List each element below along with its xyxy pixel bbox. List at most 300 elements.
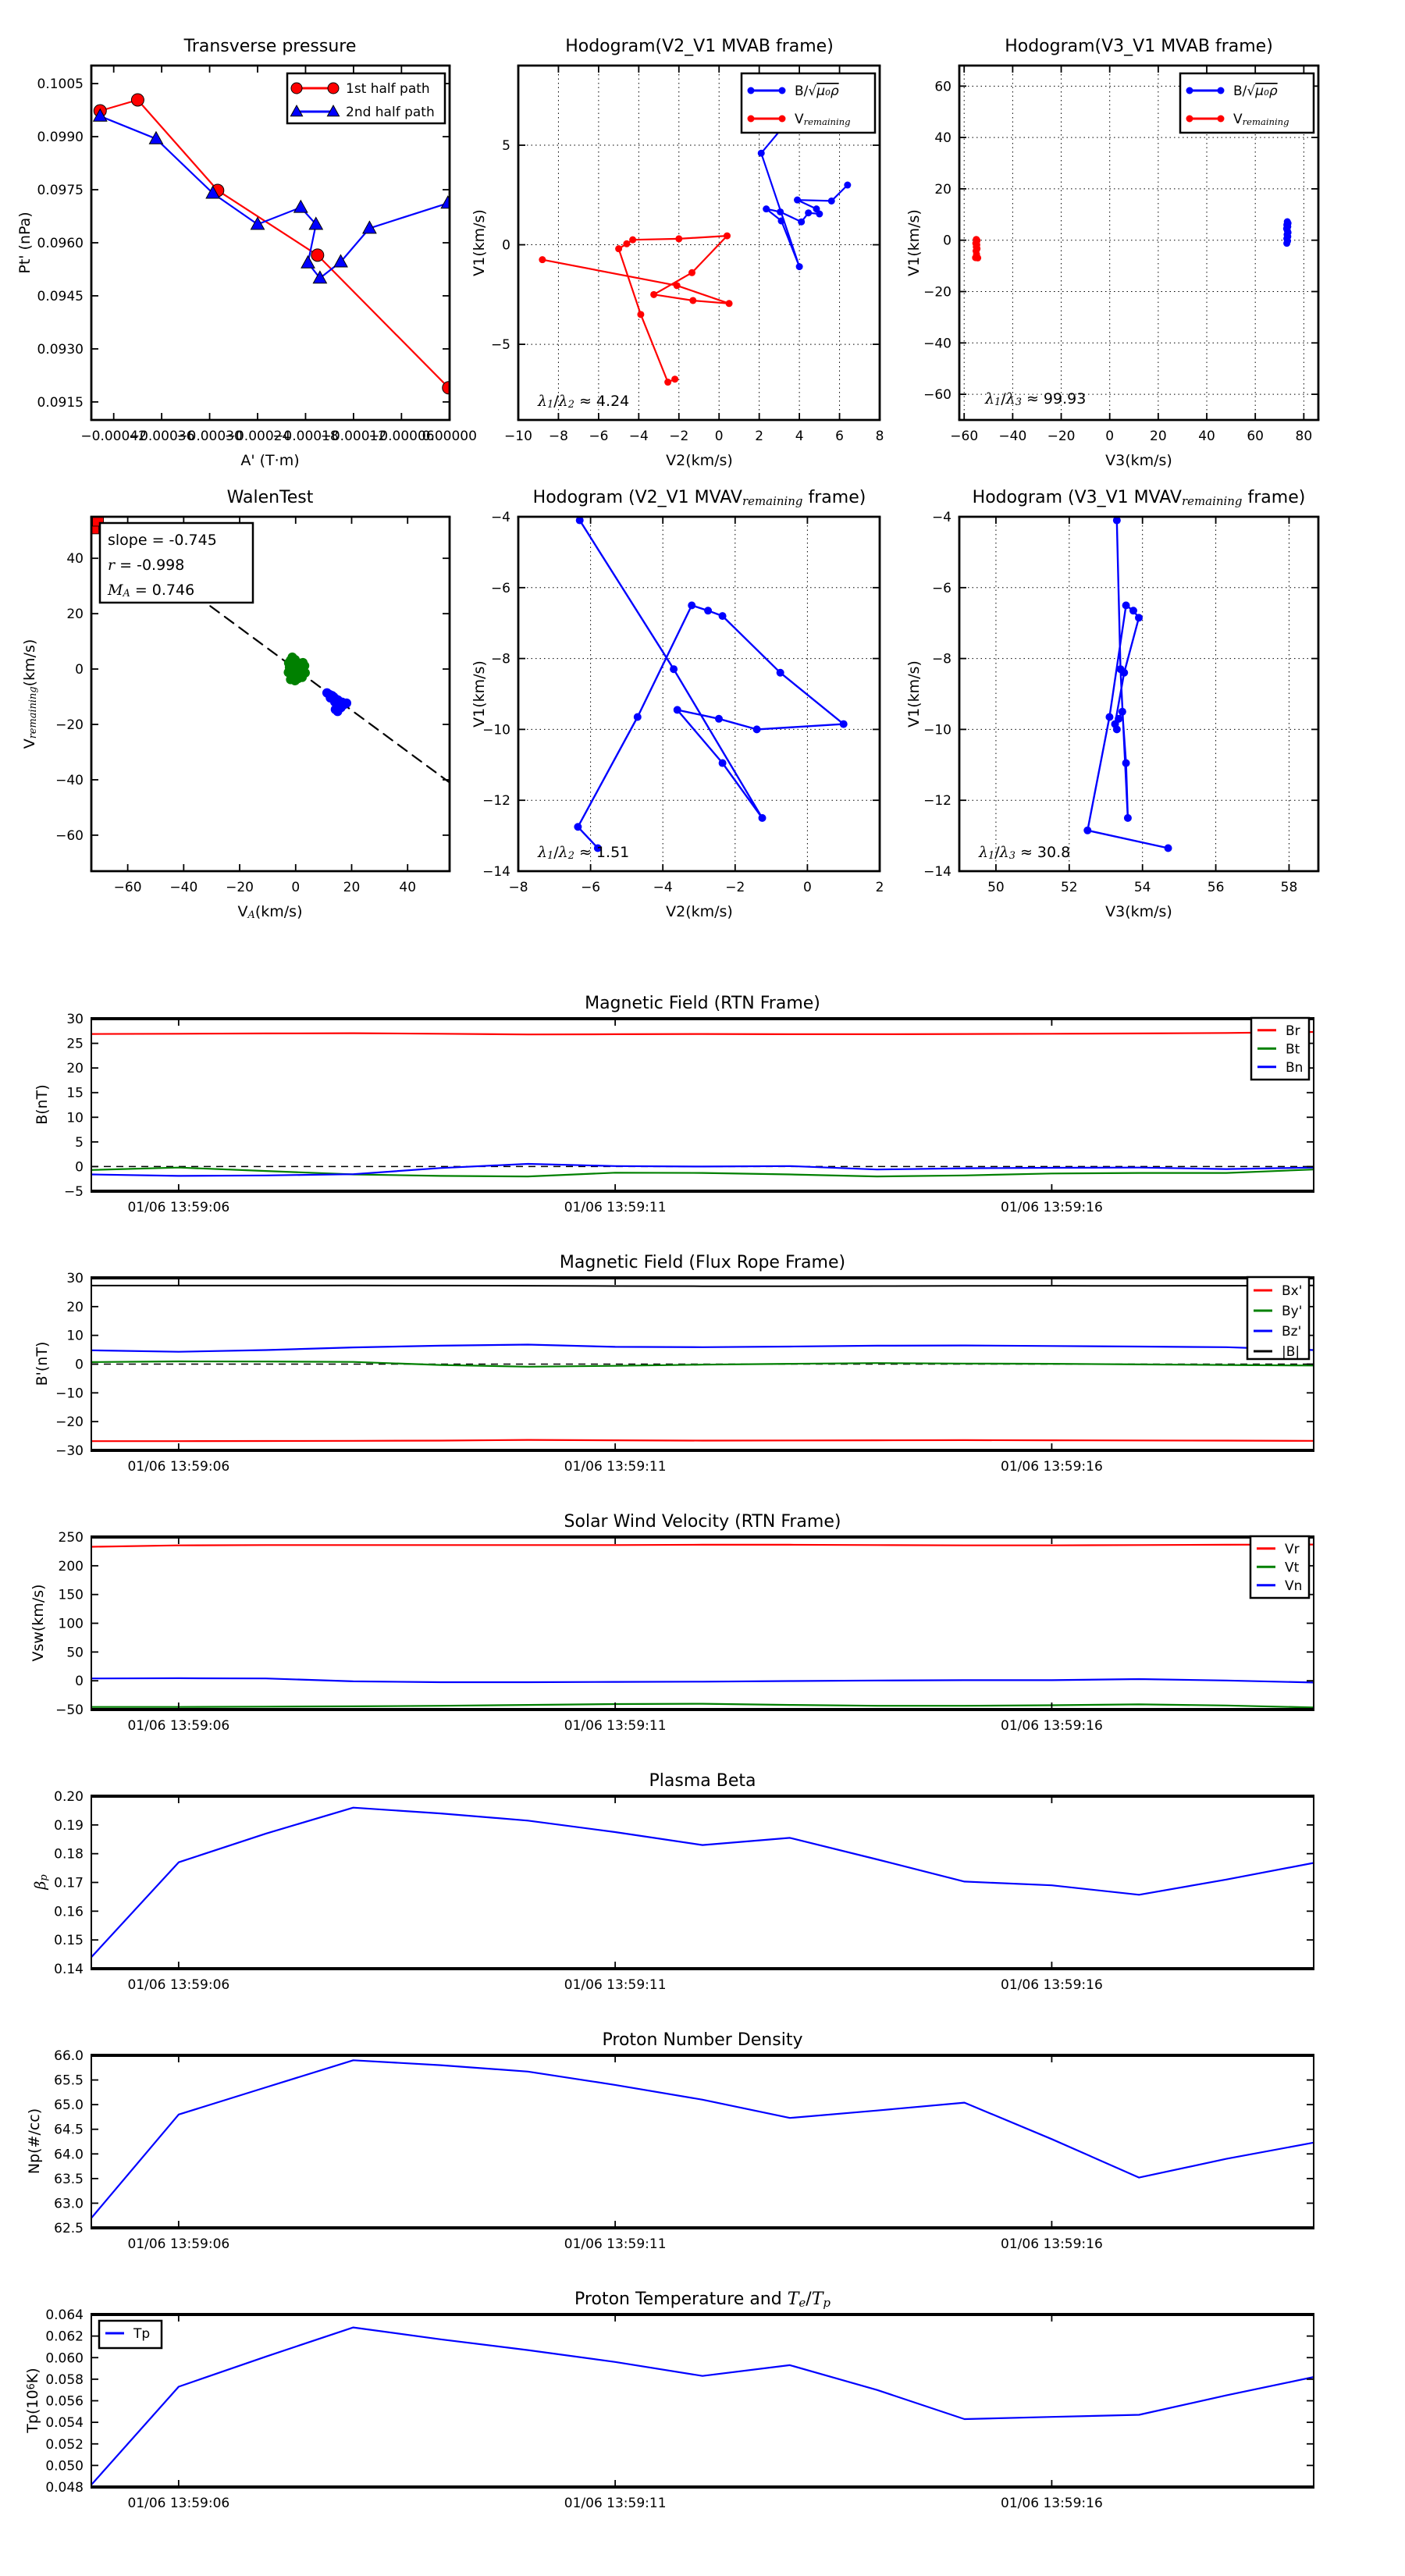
- marker-dot: [719, 760, 727, 767]
- legend: [1247, 1277, 1309, 1360]
- marker-dot: [844, 182, 851, 189]
- series-group: [574, 517, 847, 852]
- marker-triangle: [294, 201, 308, 212]
- x-tick-label: 0: [802, 880, 812, 895]
- x-tick-label: −0.00030: [176, 429, 243, 444]
- y-tick-label: 20: [66, 607, 84, 623]
- y-tick-label: 100: [58, 1616, 84, 1632]
- y-axis-label: V1(km/s): [471, 209, 488, 276]
- y-axis-label: V1(km/s): [471, 660, 488, 728]
- x-tick-label: −2: [669, 429, 689, 444]
- x-tick-label: −20: [1047, 429, 1076, 444]
- y-tick-label: −6: [490, 580, 510, 596]
- marker-dot: [726, 300, 733, 307]
- legend-label: Bt: [1286, 1041, 1300, 1058]
- marker-dot: [805, 209, 812, 216]
- x-tick-label: 01/06 13:59:16: [1001, 2236, 1103, 2252]
- annotation: λ1/λ2 ≈ 1.51: [538, 844, 630, 863]
- y-tick-label: 150: [58, 1587, 84, 1603]
- marker-triangle: [441, 196, 454, 208]
- series-V remaining path: [578, 521, 843, 849]
- x-tick-label: 01/06 13:59:16: [1001, 1718, 1103, 1734]
- marker-dot: [759, 814, 767, 822]
- y-tick-label: −5: [490, 337, 510, 354]
- marker-dot: [796, 263, 803, 270]
- y-axis-label: Vremaining(km/s): [21, 639, 40, 749]
- x-tick-label: −4: [628, 429, 649, 444]
- marker-dot: [674, 282, 681, 289]
- marker-dot: [301, 668, 310, 678]
- x-tick-label: 50: [987, 880, 1005, 895]
- marker-dot: [1186, 87, 1193, 94]
- legend-label: Vremaining: [1233, 112, 1289, 128]
- marker-dot: [671, 375, 678, 382]
- marker-dot: [1135, 614, 1143, 621]
- y-tick-label: 0.056: [45, 2393, 84, 2410]
- marker-dot: [748, 116, 755, 123]
- legend-label: Vremaining: [795, 112, 851, 128]
- marker-dot: [715, 715, 723, 723]
- x-tick-label: 0: [714, 429, 724, 444]
- marker-dot: [688, 269, 695, 276]
- y-tick-label: 50: [66, 1645, 84, 1661]
- marker-dot: [1083, 827, 1091, 834]
- y-tick-label: 0.20: [54, 1789, 84, 1805]
- y-tick-label: 0.1005: [37, 76, 84, 93]
- x-tick-label: −2: [725, 880, 745, 895]
- x-tick-label: 01/06 13:59:06: [127, 1718, 230, 1734]
- y-axis-label: Np(#/cc): [26, 2108, 43, 2175]
- y-tick-label: −8: [490, 651, 510, 667]
- y-tick-label: 0.15: [54, 1933, 84, 1949]
- marker-dot: [753, 725, 761, 733]
- y-tick-label: −50: [55, 1703, 84, 1718]
- y-tick-label: −8: [931, 651, 951, 667]
- marker-dot: [840, 720, 848, 728]
- annotation: λ1/λ3 ≈ 30.8: [979, 844, 1071, 863]
- y-axis-label: V1(km/s): [905, 209, 923, 276]
- x-tick-label: −40: [169, 880, 198, 895]
- y-tick-label: 20: [66, 1299, 84, 1315]
- chart-title: Proton Temperature and Te/Tp: [574, 2290, 831, 2310]
- y-tick-label: 0.060: [45, 2350, 84, 2367]
- y-tick-label: −4: [931, 510, 951, 525]
- series-By': [91, 1361, 1314, 1367]
- marker-dot: [1129, 607, 1137, 614]
- y-tick-label: −60: [923, 387, 951, 404]
- marker-dot: [539, 256, 546, 263]
- y-tick-label: −10: [482, 722, 510, 738]
- chart-title: Hodogram(V3_V1 MVAB frame): [1005, 37, 1273, 56]
- series-B/sqrt(mu0 rho): [761, 119, 848, 267]
- chart-title: Plasma Beta: [649, 1771, 756, 1791]
- legend-label: B/√μ₀ρ: [795, 84, 839, 99]
- y-tick-label: 0: [75, 1159, 84, 1176]
- x-tick-label: −0.00018: [272, 429, 339, 444]
- y-tick-label: 0.0945: [37, 288, 84, 304]
- x-tick-label: −20: [226, 880, 254, 895]
- series-beta_p: [91, 1808, 1314, 1958]
- series-group: [91, 1808, 1314, 1958]
- marker-dot: [634, 713, 642, 721]
- y-tick-label: 200: [58, 1558, 84, 1574]
- marker-dot: [670, 665, 678, 673]
- marker-dot: [637, 311, 644, 318]
- chart-proton-temperature: [24, 2290, 1314, 2511]
- series-Bx': [91, 1440, 1314, 1442]
- marker-dot: [779, 116, 786, 123]
- y-tick-label: 63.5: [54, 2171, 84, 2187]
- y-tick-label: −20: [923, 284, 951, 301]
- series-Br: [91, 1032, 1314, 1034]
- series-group: [91, 2328, 1314, 2485]
- marker-dot: [674, 706, 681, 713]
- legend: [742, 73, 875, 133]
- marker-dot: [688, 602, 695, 610]
- marker-circle: [291, 83, 302, 94]
- x-tick-label: 8: [875, 429, 884, 444]
- marker-dot: [777, 208, 784, 215]
- x-axis-label: VA(km/s): [237, 903, 303, 922]
- chart-mag-field-flux-rope: [34, 1253, 1314, 1475]
- x-axis-label: V2(km/s): [666, 903, 733, 920]
- y-tick-label: 0.058: [45, 2371, 84, 2388]
- x-tick-label: 01/06 13:59:16: [1001, 2496, 1103, 2511]
- series-fit line: [167, 574, 450, 782]
- series-group: [1083, 517, 1172, 852]
- marker-dot: [664, 379, 671, 386]
- x-tick-label: −60: [113, 880, 142, 895]
- y-tick-label: −5: [63, 1184, 84, 1200]
- legend: [1251, 1018, 1309, 1080]
- y-tick-label: 0.14: [54, 1962, 84, 1977]
- x-tick-label: 54: [1133, 880, 1151, 895]
- y-tick-label: 20: [934, 181, 951, 197]
- x-tick-label: 01/06 13:59:06: [127, 2496, 230, 2511]
- chart-plasma-beta: [32, 1771, 1314, 1993]
- y-tick-label: 15: [66, 1085, 84, 1101]
- marker-dot: [629, 237, 636, 244]
- y-tick-label: 0.18: [54, 1846, 84, 1863]
- marker-circle: [311, 249, 324, 262]
- x-tick-label: 40: [1198, 429, 1215, 444]
- marker-dot: [719, 612, 727, 620]
- x-tick-label: 01/06 13:59:16: [1001, 1459, 1103, 1475]
- x-tick-label: 52: [1060, 880, 1078, 895]
- legend-label: Vr: [1285, 1541, 1300, 1557]
- y-tick-label: 0: [502, 237, 510, 254]
- legend-label: B/√μ₀ρ: [1233, 84, 1278, 99]
- x-tick-label: 01/06 13:59:11: [564, 1977, 667, 1993]
- marker-dot: [748, 87, 755, 94]
- y-axis-label: Vsw(km/s): [30, 1584, 47, 1662]
- x-tick-label: 58: [1280, 880, 1298, 895]
- marker-dot: [1122, 760, 1130, 767]
- x-tick-label: 01/06 13:59:11: [564, 2496, 667, 2511]
- y-tick-label: −40: [55, 772, 84, 788]
- series-Vt: [91, 1704, 1314, 1708]
- chart-mag-field-rtn: [34, 994, 1314, 1215]
- y-tick-label: 60: [934, 79, 951, 95]
- x-axis-label: V3(km/s): [1105, 452, 1172, 469]
- y-tick-label: −20: [55, 717, 84, 734]
- chart-title: Solar Wind Velocity (RTN Frame): [564, 1512, 841, 1532]
- annotation: λ1/λ2 ≈ 4.24: [538, 393, 630, 411]
- marker-dot: [973, 236, 980, 243]
- legend-label: |B|: [1282, 1344, 1300, 1360]
- series-group: [94, 94, 455, 394]
- y-tick-label: 63.0: [54, 2196, 84, 2212]
- marker-dot: [779, 87, 786, 94]
- y-tick-label: 0.16: [54, 1904, 84, 1920]
- marker-dot: [794, 197, 801, 204]
- legend: [287, 73, 445, 123]
- legend-label: By': [1282, 1304, 1303, 1319]
- marker-circle: [131, 94, 144, 106]
- y-tick-label: 0.062: [45, 2329, 84, 2345]
- x-tick-label: 2: [875, 880, 884, 895]
- marker-dot: [828, 197, 835, 205]
- marker-dot: [798, 219, 805, 226]
- y-tick-label: −12: [482, 793, 510, 809]
- marker-circle: [328, 83, 339, 94]
- x-tick-label: 01/06 13:59:06: [127, 1459, 230, 1475]
- chart-hodogram-v3v1-mvav: [905, 488, 1319, 920]
- x-tick-label: −10: [504, 429, 532, 444]
- x-tick-label: −0.00042: [80, 429, 147, 444]
- marker-dot: [704, 607, 712, 614]
- y-tick-label: −10: [55, 1386, 84, 1402]
- marker-dot: [1124, 814, 1132, 822]
- x-tick-label: 01/06 13:59:11: [564, 1718, 667, 1734]
- y-tick-label: 0.0930: [37, 341, 84, 358]
- marker-dot: [1284, 219, 1291, 226]
- chart-solar-wind-velocity: [30, 1512, 1314, 1734]
- chart-hodogram-v2v1-mvab: [471, 37, 884, 469]
- y-tick-label: 0: [943, 233, 951, 249]
- y-tick-label: 0.048: [45, 2480, 84, 2496]
- annotation: λ1/λ3 ≈ 99.93: [985, 390, 1087, 409]
- y-tick-label: 25: [66, 1036, 84, 1052]
- marker-dot: [1165, 844, 1172, 852]
- x-tick-label: 01/06 13:59:16: [1001, 1200, 1103, 1215]
- y-tick-label: 0: [75, 662, 84, 678]
- y-tick-label: 66.0: [54, 2048, 84, 2064]
- series-Vr: [91, 1545, 1314, 1547]
- x-axis-label: A' (T·m): [240, 452, 300, 469]
- x-tick-label: 01/06 13:59:11: [564, 1200, 667, 1215]
- marker-dot: [331, 705, 340, 714]
- y-tick-label: 64.5: [54, 2122, 84, 2138]
- chart-title: Magnetic Field (Flux Rope Frame): [559, 1253, 846, 1272]
- x-tick-label: 01/06 13:59:06: [127, 2236, 230, 2252]
- y-tick-label: 0.17: [54, 1875, 84, 1891]
- y-tick-label: −14: [923, 864, 951, 880]
- x-tick-label: −4: [653, 880, 673, 895]
- marker-dot: [813, 205, 820, 212]
- x-tick-label: 0: [291, 880, 301, 895]
- series-Tp: [91, 2328, 1314, 2485]
- x-tick-label: 01/06 13:59:06: [127, 1200, 230, 1215]
- y-axis-label: B'(nT): [34, 1341, 51, 1386]
- y-tick-label: 65.5: [54, 2073, 84, 2089]
- y-tick-label: 40: [934, 130, 951, 147]
- y-tick-label: 20: [66, 1061, 84, 1077]
- x-tick-label: −40: [998, 429, 1027, 444]
- legend-label: Bz': [1282, 1324, 1302, 1340]
- y-tick-label: −14: [482, 864, 510, 880]
- marker-dot: [777, 217, 784, 224]
- y-tick-label: −4: [490, 510, 510, 525]
- x-axis-label: V2(km/s): [666, 452, 733, 469]
- y-tick-label: 64.0: [54, 2147, 84, 2163]
- x-tick-label: 0: [1105, 429, 1115, 444]
- x-tick-label: 2: [755, 429, 764, 444]
- marker-dot: [758, 150, 765, 157]
- marker-dot: [1111, 720, 1119, 728]
- y-tick-label: 0.19: [54, 1817, 84, 1834]
- x-tick-label: −0.00012: [320, 429, 387, 444]
- series-group: [91, 1545, 1314, 1708]
- series-group: [91, 1032, 1314, 1176]
- x-tick-label: 6: [835, 429, 844, 444]
- x-tick-label: 01/06 13:59:11: [564, 1459, 667, 1475]
- legend-label: Vn: [1285, 1578, 1303, 1594]
- legend-label: Bx': [1282, 1283, 1303, 1299]
- chart-title: Hodogram (V2_V1 MVAVremaining frame): [532, 488, 866, 508]
- y-tick-label: 5: [75, 1134, 84, 1151]
- legend-label: Vt: [1285, 1560, 1300, 1576]
- y-tick-label: −60: [55, 827, 84, 844]
- y-tick-label: −12: [923, 793, 951, 809]
- y-tick-label: 0.064: [45, 2307, 84, 2323]
- series-group: [539, 116, 851, 386]
- chart-hodogram-v2v1-mvav: [471, 488, 884, 920]
- x-tick-label: −8: [548, 429, 568, 444]
- y-tick-label: 0.0960: [37, 236, 84, 251]
- y-tick-label: 250: [58, 1530, 84, 1546]
- y-tick-label: 0.054: [45, 2415, 84, 2432]
- x-tick-label: −6: [581, 880, 601, 895]
- marker-dot: [1105, 713, 1113, 721]
- y-axis-label: V1(km/s): [905, 660, 923, 728]
- x-tick-label: 01/06 13:59:06: [127, 1977, 230, 1993]
- series-Bz': [91, 1345, 1314, 1352]
- marker-dot: [675, 235, 682, 242]
- marker-dot: [1218, 87, 1225, 94]
- y-tick-label: 30: [66, 1271, 84, 1286]
- y-tick-label: 30: [66, 1012, 84, 1027]
- y-tick-label: 40: [66, 551, 84, 568]
- x-tick-label: 20: [1150, 429, 1167, 444]
- legend-label: 2nd half path: [346, 105, 435, 120]
- y-tick-label: 10: [66, 1328, 84, 1344]
- x-tick-label: 4: [795, 429, 804, 444]
- x-tick-label: 01/06 13:59:16: [1001, 1977, 1103, 1993]
- x-tick-label: −0.00006: [368, 429, 435, 444]
- y-tick-label: 5: [502, 138, 510, 155]
- y-tick-label: 0.0990: [37, 130, 84, 146]
- legend: [99, 2321, 162, 2348]
- series-group: [91, 2060, 1314, 2218]
- chart-title: Transverse pressure: [183, 37, 357, 56]
- chart-walen-test: [21, 488, 450, 921]
- marker-dot: [623, 240, 630, 247]
- marker-dot: [763, 205, 770, 212]
- y-tick-label: 0.0915: [37, 394, 84, 411]
- y-tick-label: −30: [55, 1443, 84, 1459]
- marker-dot: [650, 291, 657, 298]
- legend: [1250, 1536, 1309, 1598]
- x-tick-label: 20: [343, 880, 361, 895]
- marker-dot: [1122, 602, 1130, 610]
- marker-dot: [1186, 116, 1193, 123]
- chart-title: Magnetic Field (RTN Frame): [585, 994, 820, 1013]
- y-axis-label: B(nT): [34, 1084, 51, 1125]
- series-Bn: [91, 1164, 1314, 1176]
- marker-dot: [1218, 116, 1225, 123]
- stats-line: r = -0.998: [108, 557, 185, 574]
- legend-label: 1st half path: [346, 81, 430, 97]
- series-V remaining path: [1087, 521, 1168, 849]
- stats-line: MA = 0.746: [108, 582, 195, 600]
- series-Vn: [91, 1678, 1314, 1683]
- y-tick-label: 0.0975: [37, 183, 84, 199]
- legend: [1180, 73, 1314, 133]
- y-tick-label: 0: [75, 1357, 84, 1373]
- marker-dot: [615, 245, 622, 252]
- legend-label: Br: [1286, 1023, 1300, 1039]
- marker-dot: [689, 297, 696, 304]
- chart-title: Proton Number Density: [602, 2030, 803, 2050]
- chart-title: Hodogram(V2_V1 MVAB frame): [565, 37, 834, 56]
- y-tick-label: 62.5: [54, 2221, 84, 2236]
- series-group: [91, 1286, 1314, 1441]
- y-axis-label: βp: [32, 1874, 51, 1890]
- marker-dot: [1119, 708, 1126, 716]
- y-axis-label: Pt' (nPa): [16, 212, 34, 274]
- x-tick-label: −0.00036: [128, 429, 195, 444]
- y-tick-label: −40: [923, 336, 951, 352]
- chart-hodogram-v3v1-mvab: [905, 37, 1319, 469]
- chart-title: WalenTest: [226, 488, 314, 507]
- x-tick-label: −6: [589, 429, 609, 444]
- legend-label: Tp: [133, 2326, 151, 2342]
- y-tick-label: 0.052: [45, 2436, 84, 2453]
- x-tick-label: −60: [950, 429, 979, 444]
- x-tick-label: 80: [1295, 429, 1313, 444]
- chart-proton-number-density: [26, 2030, 1314, 2252]
- legend-label: Bn: [1286, 1059, 1304, 1076]
- marker-dot: [574, 823, 582, 831]
- y-tick-label: −20: [55, 1414, 84, 1431]
- stats-line: slope = -0.745: [108, 532, 217, 549]
- y-tick-label: 10: [66, 1110, 84, 1126]
- chart-transverse-pressure: [16, 37, 477, 469]
- marker-dot: [283, 667, 293, 677]
- y-tick-label: 0: [75, 1674, 84, 1690]
- x-axis-label: V3(km/s): [1105, 903, 1172, 920]
- marker-dot: [777, 669, 784, 677]
- x-tick-label: −0.00024: [224, 429, 291, 444]
- y-tick-label: −6: [931, 580, 951, 596]
- x-tick-label: 56: [1207, 880, 1225, 895]
- x-tick-label: 0.00000: [422, 429, 477, 444]
- x-tick-label: 60: [1247, 429, 1264, 444]
- x-tick-label: 40: [399, 880, 417, 895]
- marker-dot: [1120, 669, 1128, 677]
- chart-title: Hodogram (V3_V1 MVAVremaining frame): [972, 488, 1306, 508]
